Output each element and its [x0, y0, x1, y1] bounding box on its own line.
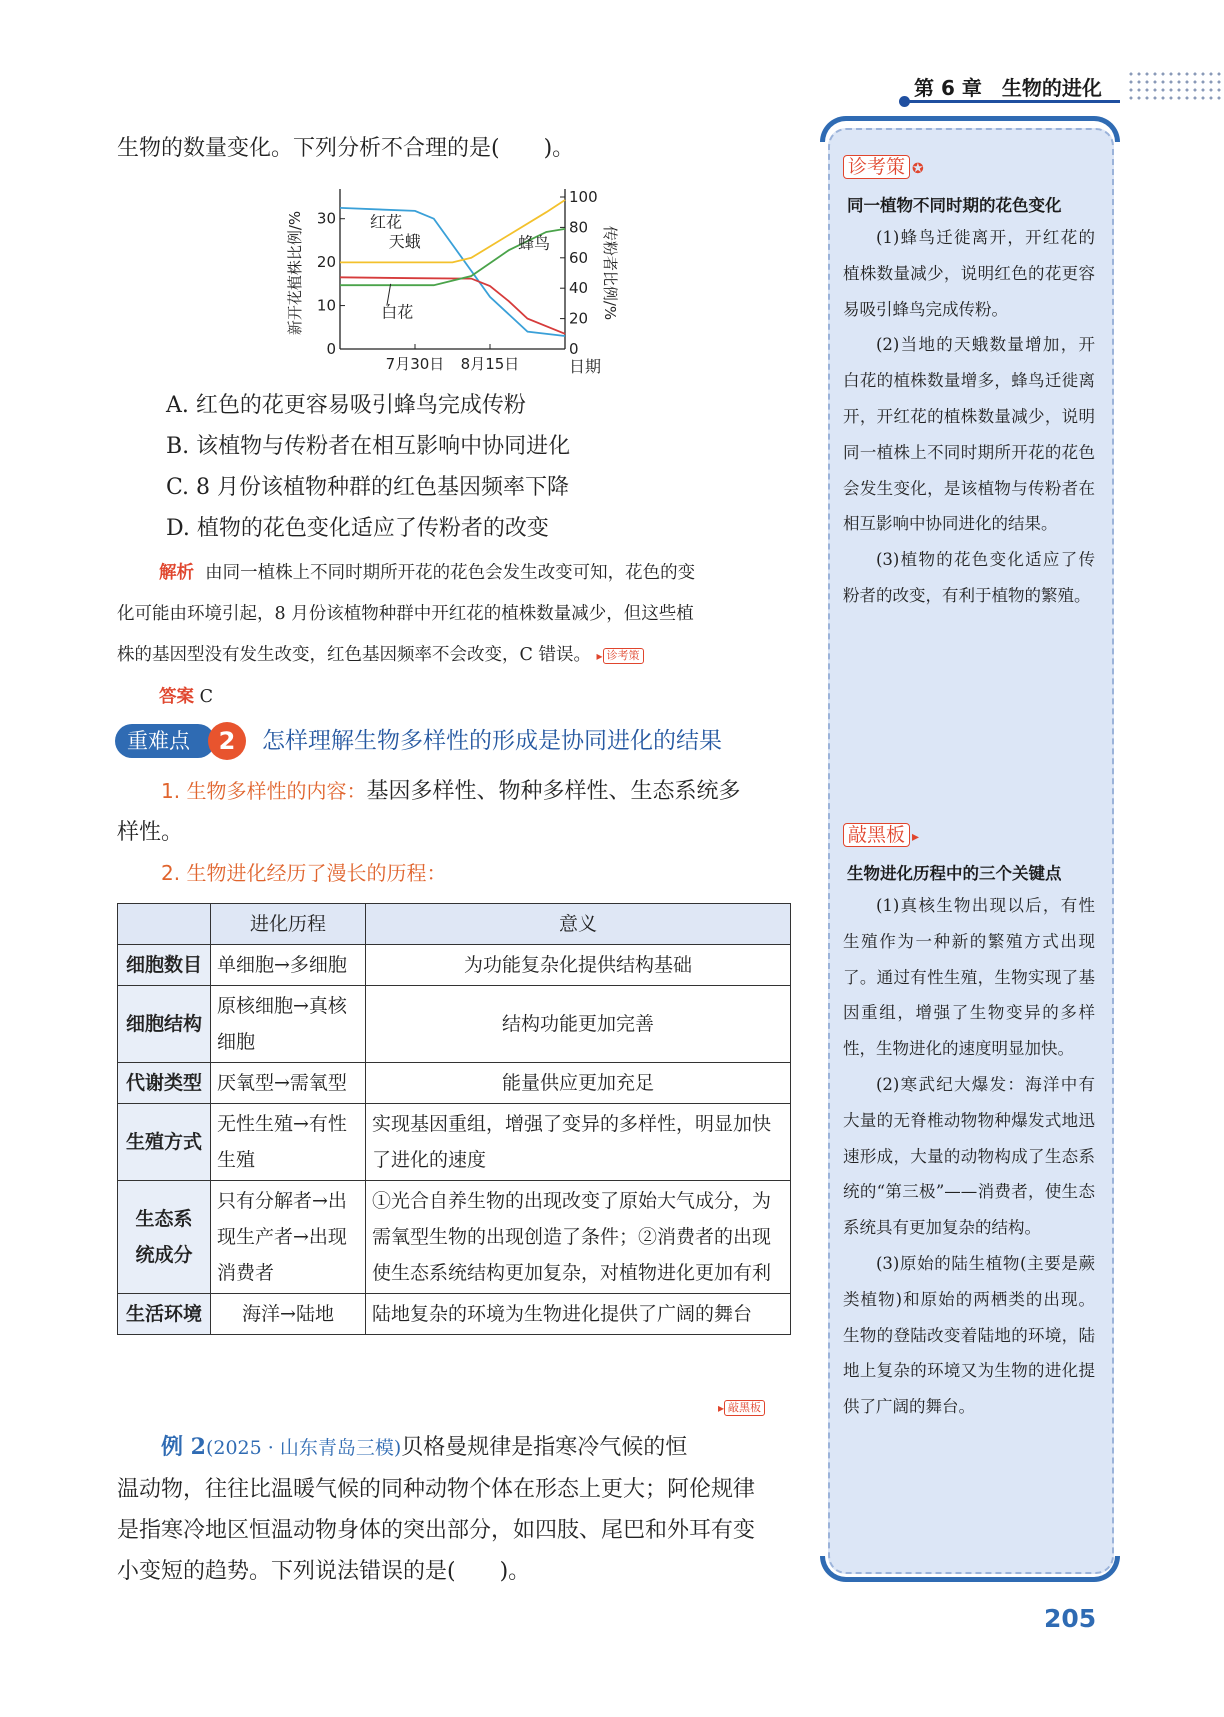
point-1 [117, 771, 797, 894]
left-tick-label: 10 [316, 296, 336, 315]
right-tick-label: 0 [569, 340, 579, 358]
analysis-tag[interactable]: 诊考策 [603, 648, 644, 664]
left-tick-label: 20 [316, 253, 336, 272]
series-label: 白花 [381, 302, 414, 322]
arrow-icon: ▸ [718, 1401, 725, 1415]
box2-label: 敲黑板 [843, 823, 910, 847]
table-header-row [118, 904, 791, 945]
play-icon: ▸ [912, 829, 920, 845]
example-line-2: 温动物，往往比温暖气候的同种动物个体在形态上更大；阿伦规律 [117, 1477, 756, 1502]
box1-body [843, 220, 1095, 614]
x-tick-label: 8月15日 [460, 355, 520, 373]
point-2-head: 2. 生物进化经历了漫长的历程： [161, 861, 447, 885]
right-tick-label: 100 [569, 188, 598, 206]
left-tick-label: 30 [316, 209, 336, 228]
example-label: 例 2 [161, 1434, 206, 1460]
row-process: 无性生殖→有性生殖 [211, 1104, 366, 1181]
row-head: 细胞结构 [118, 986, 211, 1063]
box2-para-1: (1)真核生物出现以后，有性生殖作为一种新的繁殖方式出现了。通过有性生殖，生物实现了基因重组，增强了生物变异的多样性，生物进化的速度明显加快。 [843, 896, 1095, 1059]
chapter-rule [905, 100, 1120, 103]
row-meaning: ①光合自养生物的出现改变了原始大气成分，为需氧型生物的出现创造了条件；②消费者的出现使生态系统结构更加复杂，对植物进化更加有利 [366, 1181, 791, 1294]
sidebar-box2 [843, 822, 1095, 1425]
row-process: 厌氧型→需氧型 [211, 1063, 366, 1104]
option-c: C. 8 月份该植物种群的红色基因频率下降 [166, 475, 570, 500]
section-label: 重难点 [115, 724, 215, 758]
box1-title: 同一植物不同时期的花色变化 [847, 196, 1062, 215]
example-2 [117, 1427, 797, 1592]
row-head: 生活环境 [118, 1294, 211, 1335]
section-title: 怎样理解生物多样性的形成是协同进化的结果 [262, 728, 722, 754]
table-row [118, 1104, 791, 1181]
box1-para-1: (1)蜂鸟迁徙离开，开红花的植株数量减少，说明红色的花更容易吸引蜂鸟完成传粉。 [843, 228, 1095, 319]
table-row [118, 1181, 791, 1294]
row-process: 单细胞→多细胞 [211, 945, 366, 986]
star-icon: ✪ [912, 161, 924, 177]
section-number: 2 [208, 722, 246, 760]
sidebar-box1 [843, 154, 1095, 614]
left-tick-label: 0 [326, 340, 336, 358]
table-row [118, 1063, 791, 1104]
box1-para-2: (2)当地的天蛾数量增加，开白花的植株数量增多，蜂鸟迁徙离开，开红花的植株数量减少，说明同一植株上不同时期所开花的花色会发生变化，是该植物与传粉者在相互影响中协同进化的结果。 [843, 335, 1095, 534]
sidebar-cap-top [820, 116, 1120, 142]
series-label: 红花 [370, 212, 403, 232]
series-label: 蜂鸟 [518, 233, 551, 253]
option-a: A. 红色的花更容易吸引蜂鸟完成传粉 [166, 393, 526, 418]
page-number: 205 [1044, 1604, 1097, 1633]
example-line-1: 贝格曼规律是指寒冷气候的恒 [401, 1435, 688, 1460]
row-process: 海洋→陆地 [211, 1294, 366, 1335]
left-axis-title: 新开花植株比例/% [286, 210, 304, 336]
table-row [118, 986, 791, 1063]
right-tick-label: 40 [569, 279, 589, 298]
box1-para-3: (3)植物的花色变化适应了传粉者的改变，有利于植物的繁殖。 [843, 550, 1095, 605]
analysis-label: 解析 [159, 563, 194, 583]
row-process: 只有分解者→出现生产者→出现消费者 [211, 1181, 366, 1294]
question-stem: 生物的数量变化。下列分析不合理的是( )。 [117, 136, 575, 161]
x-tick-label: 7月30日 [385, 355, 445, 373]
row-meaning: 陆地复杂的环境为生物进化提供了广阔的舞台 [366, 1294, 791, 1335]
x-axis-label: 日期 [569, 357, 602, 376]
sidebar-cap-bottom [820, 1556, 1120, 1582]
row-head: 代谢类型 [118, 1063, 211, 1104]
right-tick-label: 20 [569, 309, 589, 328]
box2-title: 生物进化历程中的三个关键点 [847, 864, 1062, 883]
arrow-icon: ▸ [596, 649, 603, 663]
table-row [118, 1294, 791, 1335]
analysis [117, 553, 793, 718]
analysis-line-2: 化可能由环境引起，8 月份该植物种群中开红花的植株数量减少，但这些植 [117, 604, 694, 624]
right-tick-label: 60 [569, 248, 589, 267]
row-meaning: 实现基因重组，增强了变异的多样性，明显加快了进化的速度 [366, 1104, 791, 1181]
box2-body [843, 888, 1095, 1425]
header-dot-pattern [1127, 70, 1224, 102]
table-tag-wrap [718, 1397, 765, 1416]
box1-label: 诊考策 [843, 155, 910, 179]
option-b: B. 该植物与传粉者在相互影响中协同进化 [166, 434, 571, 459]
evolution-table [117, 903, 791, 1335]
row-head: 细胞数目 [118, 945, 211, 986]
series-label: 天蛾 [388, 231, 421, 251]
row-process: 原核细胞→真核细胞 [211, 986, 366, 1063]
point-1-body: 基因多样性、物种多样性、生态系统多 [366, 779, 741, 804]
right-tick-label: 80 [569, 218, 589, 237]
chart-labels [286, 188, 619, 376]
analysis-line-3: 株的基因型没有发生改变，红色基因频率不会改变，C 错误。 [117, 645, 591, 665]
analysis-line-1: 由同一植株上不同时期所开花的花色会发生改变可知，花色的变 [205, 563, 696, 583]
table-tag[interactable]: 敲黑板 [724, 1400, 765, 1416]
table-header-blank [118, 904, 211, 945]
row-meaning: 为功能复杂化提供结构基础 [366, 945, 791, 986]
option-d: D. 植物的花色变化适应了传粉者的改变 [166, 516, 549, 541]
row-head: 生殖方式 [118, 1104, 211, 1181]
table-row [118, 945, 791, 986]
table-header-meaning: 意义 [366, 904, 791, 945]
box2-para-2: (2)寒武纪大爆发：海洋中有大量的无脊椎动物物种爆发式地迅速形成，大量的动物构成了生态系统的“第三极”——消费者，使生态系统具有更加复杂的结构。 [843, 1074, 1095, 1238]
example-line-4: 小变短的趋势。下列说法错误的是( )。 [117, 1559, 531, 1584]
table-header-process: 进化历程 [211, 904, 366, 945]
row-meaning: 结构功能更加完善 [366, 986, 791, 1063]
box2-para-3: (3)原始的陆生植物(主要是蕨类植物)和原始的两栖类的出现。生物的登陆改变着陆地的环境，陆地上复杂的环境又为生物的进化提供了广阔的舞台。 [843, 1253, 1095, 1417]
right-axis-title: 传粉者比例/% [601, 225, 619, 321]
example-source: (2025 · 山东青岛三模) [205, 1437, 402, 1459]
row-head: 生态系统成分 [118, 1181, 211, 1294]
row-meaning: 能量供应更加充足 [366, 1063, 791, 1104]
example-line-3: 是指寒冷地区恒温动物身体的突出部分，如四肢、尾巴和外耳有变 [117, 1518, 756, 1543]
answer-label: 答案 [159, 687, 194, 707]
point-1-cont: 样性。 [117, 820, 184, 845]
pollination-chart [285, 185, 625, 385]
point-1-head: 1. 生物多样性的内容： [161, 779, 367, 803]
chapter-title: 第 6 章 生物的进化 [914, 76, 1102, 100]
answer-value: C [199, 687, 213, 707]
